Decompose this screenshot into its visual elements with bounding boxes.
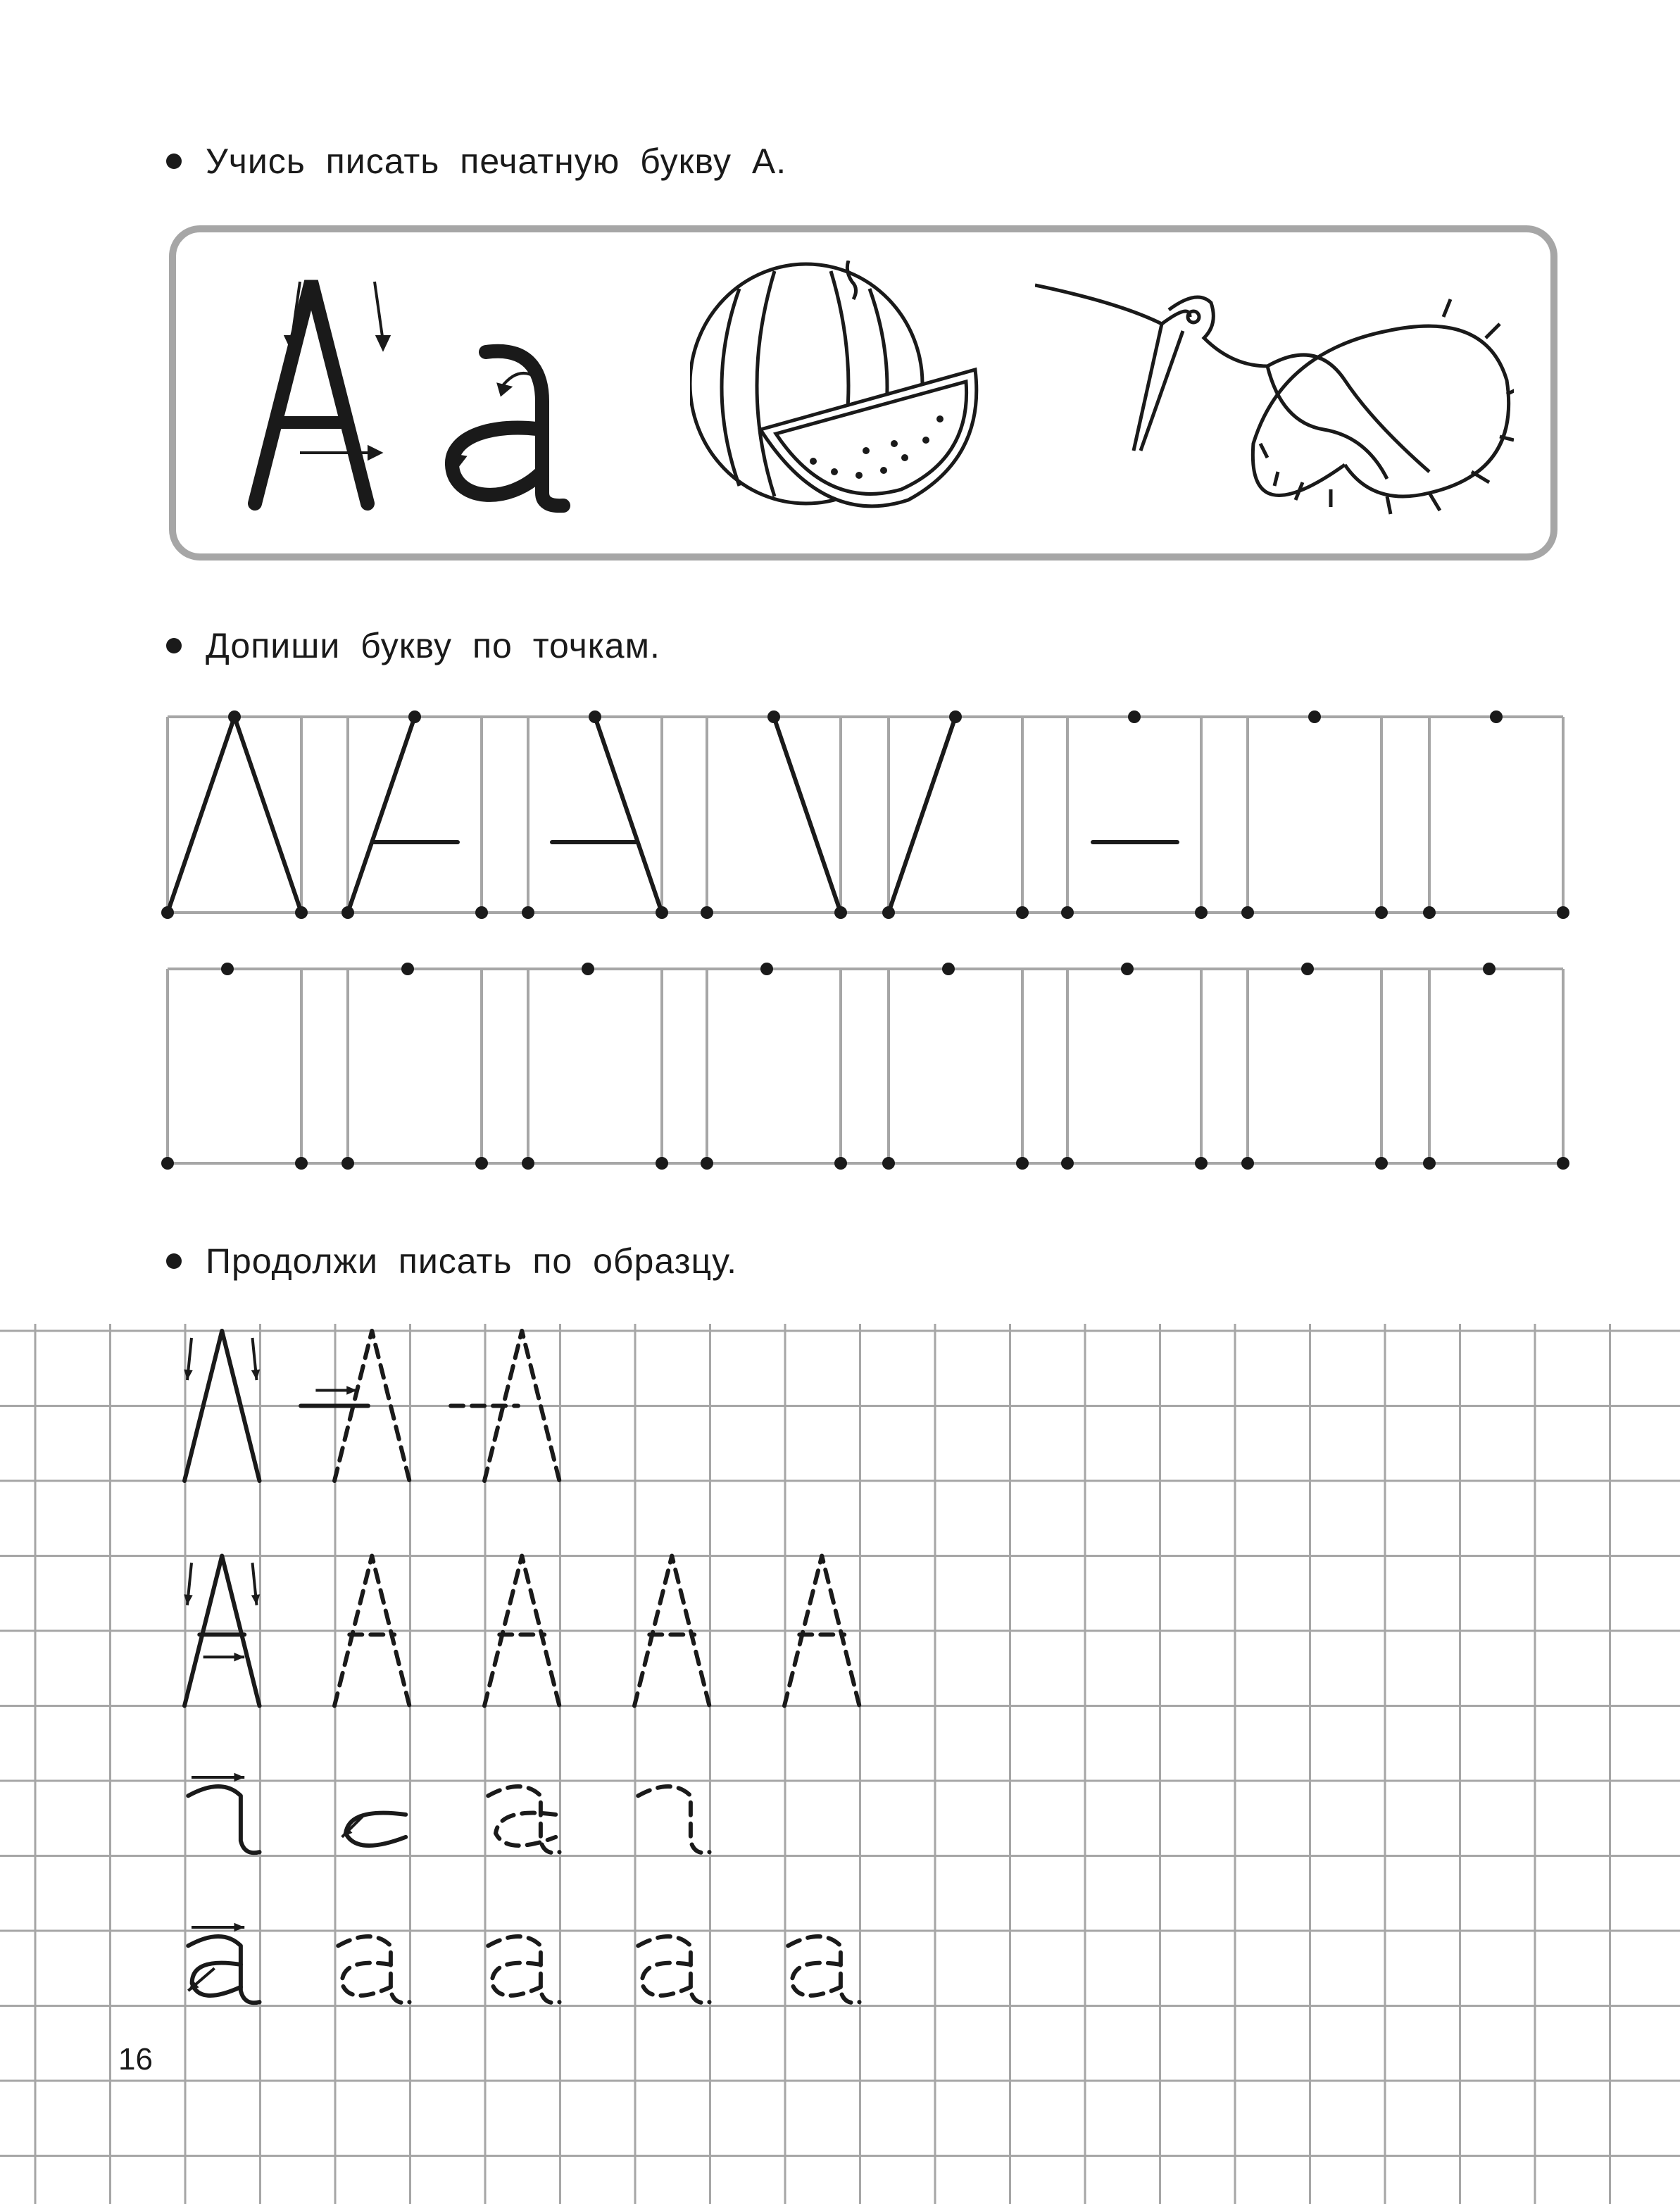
trace-dot [522, 906, 534, 919]
practice-hook [488, 1786, 559, 1853]
trace-dot [1557, 906, 1569, 919]
trace-dot [341, 1157, 354, 1170]
trace-dot [1375, 906, 1388, 919]
practice-curl [346, 1813, 406, 1846]
trace-dot [656, 1157, 668, 1170]
instruction-follow-text: Продолжи писать по образцу. [206, 1241, 738, 1281]
instruction-trace-text: Допиши букву по точкам. [206, 626, 660, 665]
trace-dot [161, 1157, 174, 1170]
practice-letter-a-bowl [642, 1963, 691, 1996]
trace-dot [760, 963, 773, 975]
instruction-learn-text: Учись писать печатную букву А. [206, 142, 787, 181]
trace-dot [701, 1157, 713, 1170]
practice-letter-a-bowl [492, 1963, 541, 1996]
trace-dot [1121, 963, 1134, 975]
trace-dot [1423, 1157, 1436, 1170]
practice-letter-a-bowl [792, 1963, 841, 1996]
practice-hook [188, 1786, 259, 1853]
practice-curl [496, 1813, 556, 1846]
trace-dot [582, 963, 594, 975]
bullet-dot [166, 1253, 182, 1269]
trace-dot [1016, 1157, 1029, 1170]
trace-dot [1301, 963, 1314, 975]
practice-letter-a-bowl [342, 1963, 391, 1996]
trace-dot [834, 1157, 847, 1170]
page-number: 16 [118, 2042, 153, 2077]
letter-a-stroke [889, 717, 955, 913]
trace-dot [475, 1157, 488, 1170]
trace-dot [1490, 710, 1503, 723]
trace-dot [1061, 906, 1074, 919]
practice-hook [638, 1786, 709, 1853]
trace-dot [475, 906, 488, 919]
trace-dot [1483, 963, 1496, 975]
trace-dot [1423, 906, 1436, 919]
trace-dot [401, 963, 414, 975]
trace-dot [942, 963, 955, 975]
trace-dot [701, 906, 713, 919]
trace-dot [1061, 1157, 1074, 1170]
trace-dot [522, 1157, 534, 1170]
stroke-arrow-head [234, 1653, 244, 1661]
trace-dot [1557, 1157, 1569, 1170]
trace-dot [1195, 906, 1208, 919]
trace-dot [1241, 1157, 1254, 1170]
trace-dot [221, 963, 234, 975]
trace-dot [1375, 1157, 1388, 1170]
trace-dot [295, 1157, 308, 1170]
instruction-follow [166, 1241, 737, 1282]
trace-dot [1195, 1157, 1208, 1170]
practice-grid [0, 1324, 1680, 2204]
letter-a-stroke [595, 717, 662, 913]
trace-dot [1128, 710, 1141, 723]
practice-letter-a-bowl [192, 1963, 241, 1996]
trace-dot [1308, 710, 1321, 723]
trace-dot [1016, 906, 1029, 919]
letter-a-stroke [348, 717, 415, 913]
trace-dot [882, 1157, 895, 1170]
trace-dot [1241, 906, 1254, 919]
letter-a-stroke [774, 717, 841, 913]
letter-a-stroke [168, 717, 301, 913]
